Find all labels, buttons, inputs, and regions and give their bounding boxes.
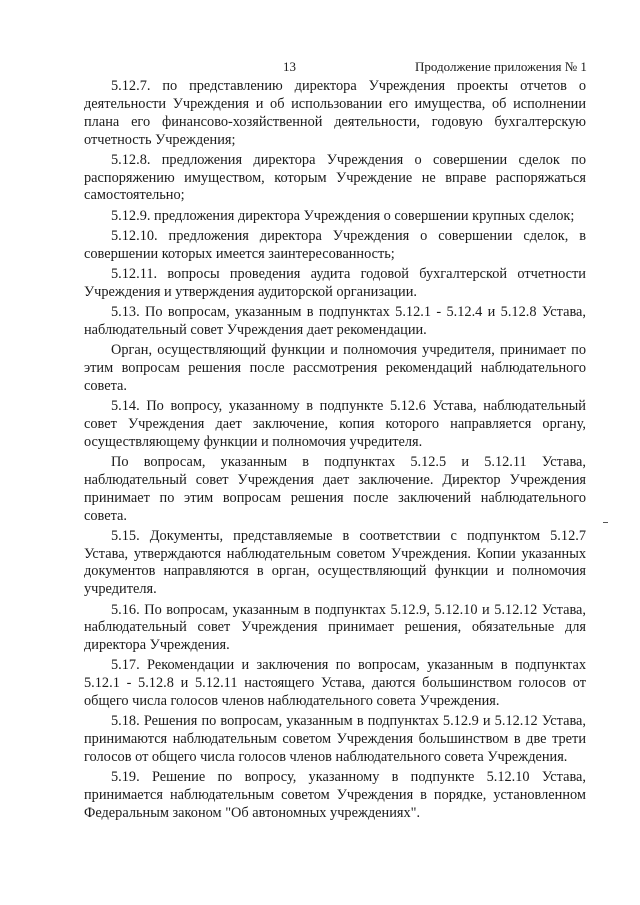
- paragraph-5-18: 5.18. Решения по вопросам, указанным в подпунктах 5.12.9 и 5.12.12 Устава, принимаются наблюдательным советом Учреждения большинством в две трети голосов от общего числа голосов членов наблюдательного совета Учреждения.: [84, 713, 586, 766]
- paragraph-5-12-11: 5.12.11. вопросы проведения аудита годовой бухгалтерской отчетности Учреждения и утверждения аудиторской организации.: [84, 266, 586, 300]
- paragraph-5-19: 5.19. Решение по вопросу, указанному в подпункте 5.12.10 Устава, принимается наблюдательным советом Учреждения в порядке, установленном Федеральным законом "Об автономных учреждениях".: [84, 769, 586, 821]
- document-body: [84, 78, 586, 825]
- appendix-continuation-note: Продолжение приложения № 1: [415, 59, 587, 74]
- paragraph-5-15: 5.15. Документы, представляемые в соответствии с подпунктом 5.12.7 Устава, утверждаются наблюдательным советом Учреждения. Копии указанных документов направляются в орган, осуществляющий функции и полномочия учредителя.: [84, 527, 586, 598]
- paragraph-5-12-9: 5.12.9. предложения директора Учреждения о совершении крупных сделок;: [111, 207, 575, 224]
- page-number: 13: [283, 59, 296, 74]
- paragraph-5-13: 5.13. По вопросам, указанным в подпунктах 5.12.1 - 5.12.4 и 5.12.8 Устава, наблюдательный совет Учреждения дает рекомендации.: [84, 304, 586, 338]
- paragraph-5-12-7: 5.12.7. по представлению директора Учреждения проекты отчетов о деятельности Учреждения и об использовании его имущества, об исполнении плана его финансово-хозяйственной деятельности, годовую бухгалтерскую отчетность Учреждения;: [84, 78, 586, 148]
- paragraph-5-14: 5.14. По вопросу, указанному в подпункте 5.12.6 Устава, наблюдательный совет Учреждения дает заключение, копия которого направляется органу, осуществляющему функции и полномочия учредителя.: [84, 398, 586, 450]
- margin-mark: [603, 522, 608, 523]
- paragraph-5-14-conclusions: По вопросам, указанным в подпунктах 5.12.5 и 5.12.11 Устава, наблюдательный совет Учреждения дает заключение. Директор Учреждения принимает по этим вопросам решения после заключений наблюдательного совета.: [84, 454, 586, 524]
- paragraph-5-12-10: 5.12.10. предложения директора Учреждения о совершении сделок, в совершении которых имеется заинтересованность;: [84, 227, 586, 262]
- paragraph-5-12-8: 5.12.8. предложения директора Учреждения о совершении сделок по распоряжению имуществом, которым Учреждение не вправе распоряжаться самостоятельно;: [84, 151, 586, 204]
- paragraph-5-17: 5.17. Рекомендации и заключения по вопросам, указанным в подпунктах 5.12.1 - 5.12.8 и 5.12.11 настоящего Устава, даются большинством голосов от общего числа голосов членов наблюдательного совета Учреждения.: [84, 657, 586, 710]
- paragraph-5-16: 5.16. По вопросам, указанным в подпунктах 5.12.9, 5.12.10 и 5.12.12 Устава, наблюдательный совет Учреждения принимает решения, обязательные для директора Учреждения.: [84, 601, 586, 654]
- paragraph-5-13-founder: Орган, осуществляющий функции и полномочия учредителя, принимает по этим вопросам решения после рассмотрения рекомендаций наблюдательного совета.: [84, 342, 586, 394]
